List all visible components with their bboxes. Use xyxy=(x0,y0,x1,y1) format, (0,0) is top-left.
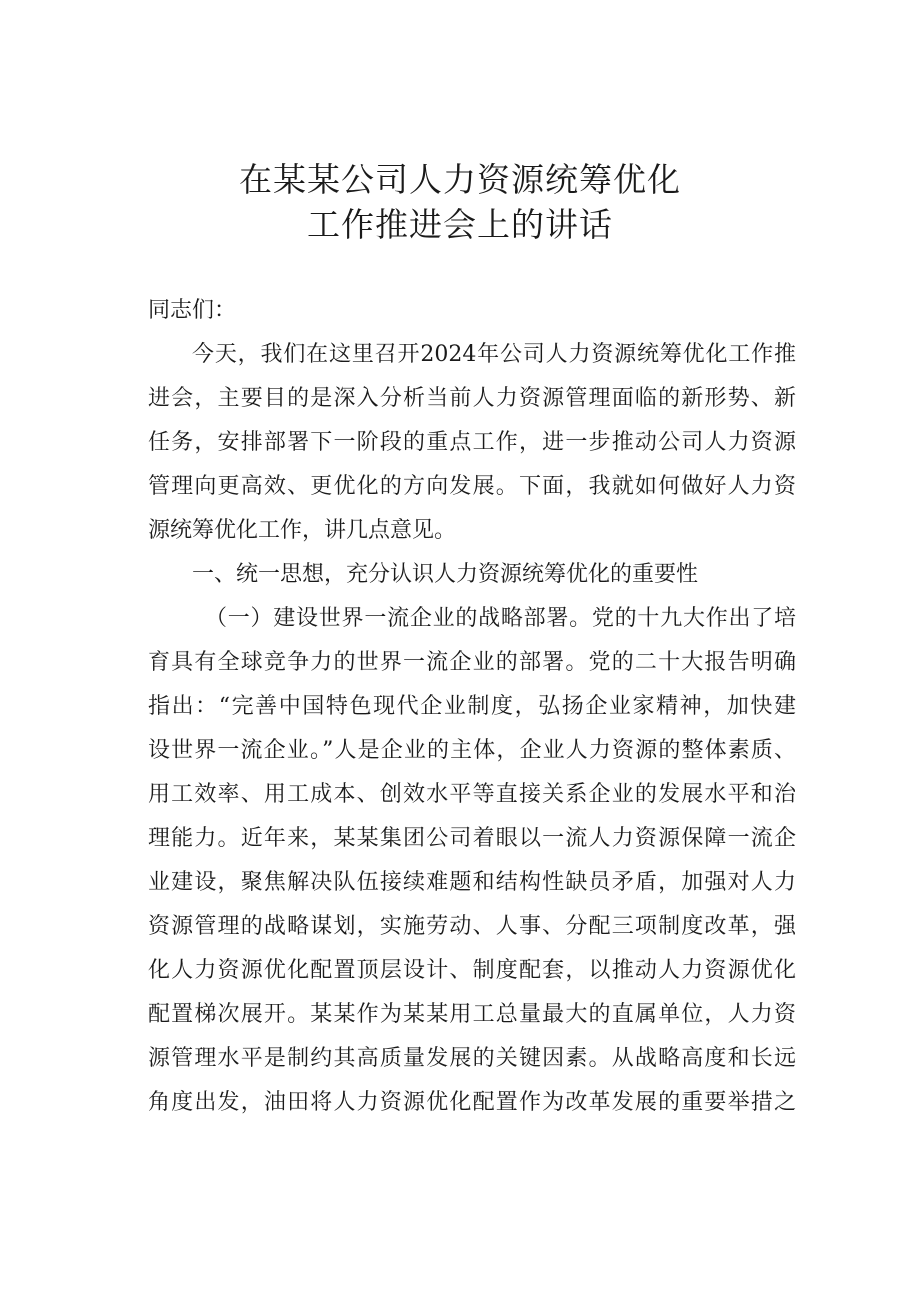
paragraph-2-line: 配置梯次展开。某某作为某某用工总量最大的直属单位，人力资 xyxy=(148,1002,796,1027)
paragraph-2-line: 资源管理的战略谋划，实施劳动、人事、分配三项制度改革，强 xyxy=(148,914,796,939)
salutation: 同志们： xyxy=(148,298,237,323)
section-1-heading: 一、统一思想，充分认识人力资源统筹优化的重要性 xyxy=(192,562,699,587)
paragraph-1-line: 源统筹优化工作，讲几点意见。 xyxy=(148,518,457,543)
paragraph-2-line: （一）建设世界一流企业的战略部署。党的十九大作出了培 xyxy=(205,606,796,631)
paragraph-1-line: 进会，主要目的是深入分析当前人力资源管理面临的新形势、新 xyxy=(148,386,796,411)
paragraph-2-line: 设世界一流企业。”人是企业的主体，企业人力资源的整体素质、 xyxy=(148,738,796,763)
paragraph-2-line: 指出：“完善中国特色现代企业制度，弘扬企业家精神，加快建 xyxy=(148,694,796,719)
paragraph-2-line: 源管理水平是制约其高质量发展的关键因素。从战略高度和长远 xyxy=(148,1046,796,1071)
paragraph-2-line: 业建设，聚焦解决队伍接续难题和结构性缺员矛盾，加强对人力 xyxy=(148,870,796,895)
paragraph-2-line: 化人力资源优化配置顶层设计、制度配套，以推动人力资源优化 xyxy=(148,958,796,983)
paragraph-1-line: 任务，安排部署下一阶段的重点工作，进一步推动公司人力资源 xyxy=(148,430,796,455)
document-title-line-2: 工作推进会上的讲话 xyxy=(307,205,613,244)
paragraph-1-line: 管理向更高效、更优化的方向发展。下面，我就如何做好人力资 xyxy=(148,474,796,499)
paragraph-2-line: 用工效率、用工成本、创效水平等直接关系企业的发展水平和治 xyxy=(148,782,796,807)
document-title-line-1: 在某某公司人力资源统筹优化 xyxy=(239,160,681,199)
paragraph-1-line: 今天，我们在这里召开2024年公司人力资源统筹优化工作推 xyxy=(192,342,796,367)
paragraph-2-line: 理能力。近年来，某某集团公司着眼以一流人力资源保障一流企 xyxy=(148,826,796,851)
paragraph-2-line: 育具有全球竞争力的世界一流企业的部署。党的二十大报告明确 xyxy=(148,650,796,675)
paragraph-2-line: 角度出发，油田将人力资源优化配置作为改革发展的重要举措之 xyxy=(148,1090,796,1115)
